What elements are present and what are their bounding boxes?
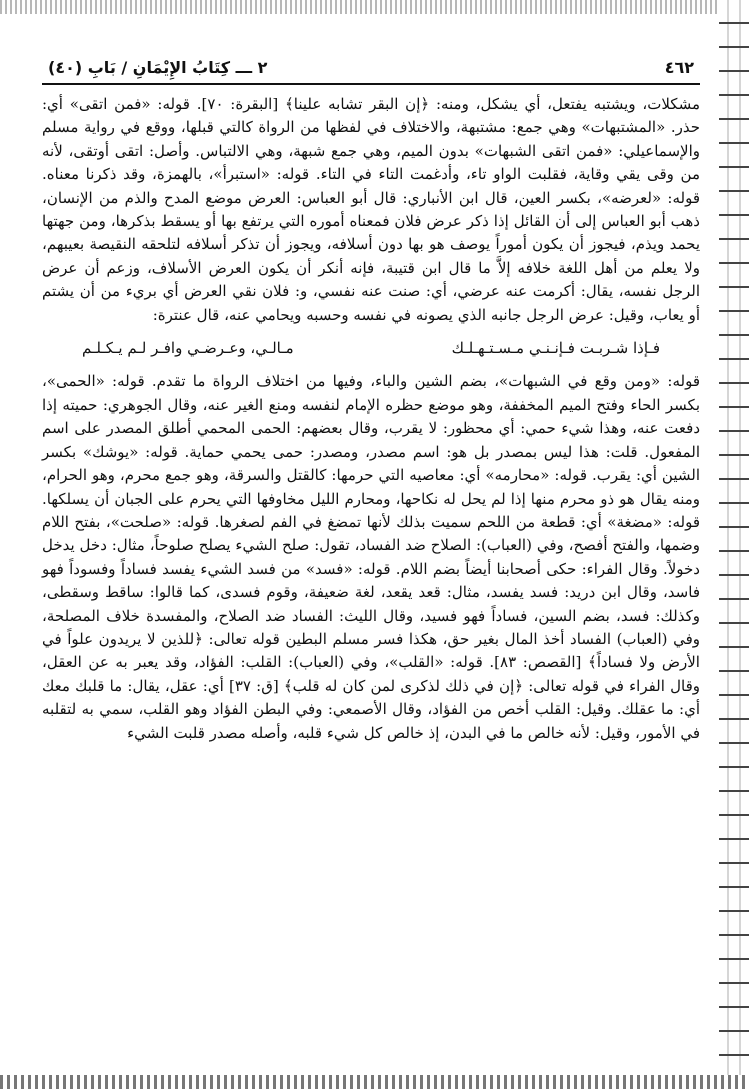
running-header	[42, 58, 700, 85]
verse-first-hemistich: فـإذا شـربـت فـإنـنـي مـسـتـهـلـك	[451, 339, 660, 358]
page-number: ٤٦٢	[664, 58, 694, 77]
paragraph: مشكلات، ويشتبه يفتعل، أي يشكل، ومنه: ﴿إن البقر تشابه علينا﴾ [البقرة: ٧٠]. قوله: «فمن اتقى» أي: حذر. «المشتبهات» وهي جمع: مشتبهة، والاختلاف في لفظها من الرواة كالتي قبلها، ووقع في رواية مسلم والإسماعيلي: «فمن اتقى الشبهات» بدون الميم، وهي جمع شبهة، وهي الالتباس. وأصل: اتقى أوتقى، لأنه من وقى يقي وقاية، فقلبت الواو تاء، وأدغمت التاء في التاء. قوله: «استبرأ»، بالهمزة، وقد ذكرنا معناه. قوله: «لعرضه»، بكسر العين، قال ابن الأنباري: قال أبو العباس: العرض موضع المدح والذم من الإنسان، ذهب أبو العباس إلى أن القائل إذا ذكر عرض فلان فمعناه أموره التي يرتفع بها أو يسقط بذكرها، ومن جهتها يحمد ويذم، فيجوز أن يكون أموراً يوصف هو بها دون أسلافه، ويجوز أن تذكر أسلافه لتلحقه النقيصة بعيبهم، ولا يعلم من أهل اللغة خلافه إلاَّ ما قال ابن قتيبة، فإنه أنكر أن يكون العرض الأسلاف، وزعم أن عرض الرجل نفسه، يقال: أكرمت عنه عرضي، أي: صنت عنه نفسي، و: فلان نقي العرض أي بريء من أن يشتم أو يعاب، وقيل: عرض الرجل جانبه الذي يصونه في نفسه وحسبه ويحامي عنه، قال عنترة:	[42, 95, 700, 324]
page-border-top	[0, 0, 749, 14]
page-border-bottom	[0, 1075, 749, 1089]
verse-second-hemistich: مـالـي، وعـرضـي وافـر لـم يـكـلـم	[82, 339, 294, 358]
main-text	[42, 93, 700, 745]
poetry-verse	[82, 337, 660, 360]
book-title: ٢ ـــ كِتَابُ الإِيْمَانِ / بَابِ (٤٠)	[48, 58, 268, 77]
paragraph: قوله: «ومن وقع في الشبهات»، بضم الشين والباء، وفيها من اختلاف الرواة ما تقدم. قوله: «الحمى»، بكسر الحاء وفتح الميم المخففة، وهو موضع حظره الإمام لنفسه ومنع الغير عنه، وقال الجوهري: حميته إذا دفعت عنه، وهذا شيء حمي: أي محظور: لا يقرب، وقال بعضهم: الحمى المحمي أطلق المصدر على اسم المفعول. قلت: هذا ليس بمصدر بل هو: اسم مصدر، ومصدر: حمى يحمي حماية. قوله: «يوشك» بكسر الشين أي: يقرب. قوله: «محارمه» أي: معاصيه التي حرمها: كالقتل والسرقة، وهو جمع محرم، وهو الحرام، ومنه يقال هو ذو محرم منها إذا لم يحل له نكاحها، ومحارم الليل مخاوفها التي يحرم على الجبان أن يسلكها. قوله: «مضغة» أي: قطعة من اللحم سميت بذلك لأنها تمضغ في الفم لصغرها. قوله: «صلحت»، بفتح اللام وضمها، والفتح أفصح، وفي (العباب): الصلاح ضد الفساد، تقول: صلح الشيء يصلح صلوحاً، مثال: دخل يدخل دخولاً. وقال الفراء: حكى أصحابنا أيضاً بضم اللام. قوله: «فسد» من فسد الشيء يفسد فساداً وفسوداً فهو فاسد، وقال ابن دريد: فسد يفسد، مثال: قعد يقعد، لغة ضعيفة، وقوم فسدى، كما قالوا: ساقط وسقطى، وكذلك: فسد، بضم السين، فساداً فهو فسيد، وقال الليث: الفساد ضد الصلاح، والمفسدة خلاف المصلحة، وفي (العباب) الفساد أخذ المال بغير حق، هكذا فسر مسلم البطين قوله تعالى: ﴿للذين لا يريدون علواً في الأرض ولا فساداً﴾ [القصص: ٨٣]. قوله: «القلب»، وفي (العباب): القلب: الفؤاد، وقد يعبر به عن العقل، وقال الفراء في قوله تعالى: ﴿إن في ذلك لذكرى لمن كان له قلب﴾ [ق: ٣٧] أي: عقل، يقال: ما قلبك معك أي: ما عقلك. وقيل: القلب أخص من الفؤاد، وقال الأصمعي: وفي البطن الفؤاد وهو القلب، سمي به لتقلبه في الأمور، وقيل: لأنه خالص ما في البدن، إذ خالص كل شيء قلبه، وأصله مصدر قلبت الشيء	[42, 372, 700, 742]
page-border-ornament	[719, 0, 749, 1089]
book-page	[42, 58, 700, 745]
